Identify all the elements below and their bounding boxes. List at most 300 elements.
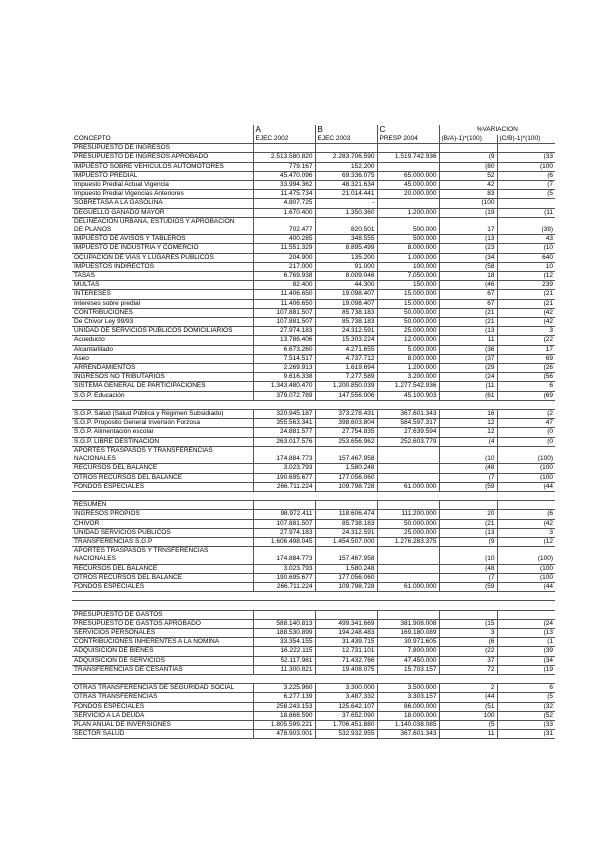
value-presp-2004 bbox=[377, 446, 439, 463]
row-label: S.G.P. LIBRE DESTINACION bbox=[72, 437, 253, 446]
value-var-cb bbox=[497, 400, 555, 409]
value-presp-2004: 1.200.000 bbox=[377, 364, 439, 373]
value-ejec-2002: 33.994.362 bbox=[253, 181, 315, 190]
row-label: DEGUELLO GANADO MAYOR bbox=[72, 208, 253, 217]
value-var-ba: (48 bbox=[439, 464, 497, 473]
row-label: OCUPACION DE VIAS Y LUGARES PUBLICOS bbox=[72, 253, 253, 262]
row-label: DELINEACION URBANA, ESTUDIOS Y APROBACION DE PLANOS bbox=[72, 217, 253, 234]
value-var-cb: 43 bbox=[497, 235, 555, 244]
value-var-cb: (19 bbox=[497, 665, 555, 674]
value-var-ba: 11 bbox=[439, 730, 497, 739]
value-ejec-2002 bbox=[253, 610, 315, 619]
value-presp-2004: 1.276.283.375 bbox=[377, 537, 439, 546]
value-var-ba: 37 bbox=[439, 656, 497, 665]
value-presp-2004: 5.000.000 bbox=[377, 345, 439, 354]
value-ejec-2003: 19.098.407 bbox=[315, 299, 377, 308]
value-ejec-2003 bbox=[315, 400, 377, 409]
value-ejec-2003: 27.754.835 bbox=[315, 428, 377, 437]
row-label: PRESUPUESTO DE INGRESOS APROBADO bbox=[72, 153, 253, 162]
row-label: RECURSOS DEL BALANCE bbox=[72, 564, 253, 573]
row-label: Impuesto Predial Actual Vigencia bbox=[72, 181, 253, 190]
row-label: IMPUESTO SOBRE VEHICULOS AUTOMOTORES bbox=[72, 162, 253, 171]
value-var-ba: 12 bbox=[439, 419, 497, 428]
value-var-ba: 20 bbox=[439, 510, 497, 519]
value-ejec-2002: 355.563.341 bbox=[253, 419, 315, 428]
row-label bbox=[72, 491, 253, 500]
value-var-ba: (19 bbox=[439, 208, 497, 217]
value-var-ba bbox=[439, 674, 497, 683]
row-label: S.G.P. Salud (Salud Pública y Régimen Subsidiado) bbox=[72, 410, 253, 419]
value-ejec-2003: 85.738.183 bbox=[315, 308, 377, 317]
value-ejec-2003: 118.606.474 bbox=[315, 510, 377, 519]
value-presp-2004: 381.908.008 bbox=[377, 619, 439, 628]
value-ejec-2003: 2.283.706.590 bbox=[315, 153, 377, 162]
value-ejec-2002: 16.222.115 bbox=[253, 647, 315, 656]
value-presp-2004: 50.000.000 bbox=[377, 519, 439, 528]
table-row bbox=[72, 482, 555, 491]
table-row bbox=[72, 619, 555, 628]
value-ejec-2002: 27.974.183 bbox=[253, 327, 315, 336]
letter-c: C bbox=[377, 125, 439, 135]
value-ejec-2003: 109.798.728 bbox=[315, 482, 377, 491]
value-ejec-2003: 24.312.591 bbox=[315, 327, 377, 336]
value-var-cb: (100 bbox=[497, 162, 555, 171]
row-label: ARRENDAMIENTOS bbox=[72, 364, 253, 373]
value-var-ba: 16 bbox=[439, 410, 497, 419]
table-row bbox=[72, 345, 555, 354]
value-var-ba: (24 bbox=[439, 373, 497, 382]
value-var-ba: (23 bbox=[439, 244, 497, 253]
row-label: PRESUPUESTO DE GASTOS APROBADO bbox=[72, 619, 253, 628]
value-presp-2004: 367.601.343 bbox=[377, 730, 439, 739]
value-var-cb: (100 bbox=[497, 464, 555, 473]
value-var-cb: (24 bbox=[497, 619, 555, 628]
table-row bbox=[72, 162, 555, 171]
value-var-cb: (42 bbox=[497, 318, 555, 327]
value-presp-2004 bbox=[377, 601, 439, 610]
value-var-ba: 67 bbox=[439, 299, 497, 308]
value-var-cb: (33 bbox=[497, 153, 555, 162]
row-label: Intereses sobre predial bbox=[72, 299, 253, 308]
table-row bbox=[72, 473, 555, 482]
table-row bbox=[72, 181, 555, 190]
row-label: SERVICIO A LA DEUDA bbox=[72, 711, 253, 720]
row-label: SECTOR SALUD bbox=[72, 730, 253, 739]
value-presp-2004: 150.000 bbox=[377, 281, 439, 290]
table-row bbox=[72, 501, 555, 510]
value-ejec-2003: 7.277.589 bbox=[315, 373, 377, 382]
value-var-ba: (44 bbox=[439, 693, 497, 702]
value-ejec-2002: 11.475.734 bbox=[253, 190, 315, 199]
table-row bbox=[72, 519, 555, 528]
value-presp-2004: 1.140.038.085 bbox=[377, 720, 439, 729]
value-var-cb: (12 bbox=[497, 272, 555, 281]
value-presp-2004: 61.000.000 bbox=[377, 582, 439, 591]
value-var-ba: (10 bbox=[439, 547, 497, 564]
table-row bbox=[72, 391, 555, 400]
value-presp-2004: 8.000.000 bbox=[377, 244, 439, 253]
value-presp-2004 bbox=[377, 473, 439, 482]
value-presp-2004: 500.000 bbox=[377, 235, 439, 244]
value-var-cb: 6 bbox=[497, 684, 555, 693]
row-label: OTROS RECURSOS DEL BALANCE bbox=[72, 573, 253, 582]
table-row bbox=[72, 208, 555, 217]
value-ejec-2002: 27.974.183 bbox=[253, 528, 315, 537]
row-label: OTROS RECURSOS DEL BALANCE bbox=[72, 473, 253, 482]
value-ejec-2003: 177.056.060 bbox=[315, 473, 377, 482]
table-row bbox=[72, 199, 555, 208]
table-row bbox=[72, 400, 555, 409]
value-ejec-2003: 194.248.483 bbox=[315, 628, 377, 637]
table-body bbox=[72, 144, 555, 739]
value-ejec-2002: 263.017.576 bbox=[253, 437, 315, 446]
value-ejec-2002: 1.805.599.221 bbox=[253, 720, 315, 729]
variation-header: %VARIACION bbox=[439, 125, 555, 135]
value-ejec-2003: 253.656.962 bbox=[315, 437, 377, 446]
table-row bbox=[72, 171, 555, 180]
row-label: IMPUESTO DE AVISOS Y TABLEROS bbox=[72, 235, 253, 244]
table-row bbox=[72, 290, 555, 299]
table-row bbox=[72, 437, 555, 446]
table-row bbox=[72, 528, 555, 537]
value-ejec-2002: 82.400 bbox=[253, 281, 315, 290]
table-row bbox=[72, 720, 555, 729]
value-ejec-2003: 37.652.090 bbox=[315, 711, 377, 720]
row-label: S.G.P. Proposito General Inversión Forzosa bbox=[72, 419, 253, 428]
row-label: Impuesto Predial Vigencias Anteriores bbox=[72, 190, 253, 199]
value-presp-2004: 367.601.343 bbox=[377, 410, 439, 419]
value-ejec-2002: 190.695.677 bbox=[253, 473, 315, 482]
value-presp-2004: 500.000 bbox=[377, 217, 439, 234]
value-ejec-2003: 373.278.431 bbox=[315, 410, 377, 419]
value-presp-2004 bbox=[377, 674, 439, 683]
value-var-cb: (100 bbox=[497, 473, 555, 482]
row-label: FONDOS ESPECIALES bbox=[72, 582, 253, 591]
header-ejec-2002: EJEC 2002 bbox=[253, 135, 315, 144]
row-label: INTERESES bbox=[72, 290, 253, 299]
table-row bbox=[72, 190, 555, 199]
value-presp-2004: 65.000.000 bbox=[377, 171, 439, 180]
value-ejec-2002: 1.343.480.470 bbox=[253, 382, 315, 391]
value-var-ba: (36 bbox=[439, 345, 497, 354]
value-var-cb: (100 bbox=[497, 573, 555, 582]
table-row bbox=[72, 308, 555, 317]
value-var-cb: (5 bbox=[497, 190, 555, 199]
table-row bbox=[72, 318, 555, 327]
value-ejec-2002: 188.530.899 bbox=[253, 628, 315, 637]
value-ejec-2003: 1.200.850.039 bbox=[315, 382, 377, 391]
value-presp-2004 bbox=[377, 464, 439, 473]
row-label: Alcantarillado bbox=[72, 345, 253, 354]
value-var-ba: 17 bbox=[439, 217, 497, 234]
value-presp-2004: 8.000.000 bbox=[377, 354, 439, 363]
value-presp-2004: 584.597.317 bbox=[377, 419, 439, 428]
value-ejec-2002: 174.884.773 bbox=[253, 547, 315, 564]
table-row bbox=[72, 244, 555, 253]
value-var-cb: (100 bbox=[497, 564, 555, 573]
table-row bbox=[72, 153, 555, 162]
letter-blank bbox=[72, 125, 253, 135]
row-label: APORTES TRASPASOS Y TRNSFERENCIAS NACIONALES bbox=[72, 547, 253, 564]
value-var-ba: 67 bbox=[439, 290, 497, 299]
value-presp-2004 bbox=[377, 144, 439, 153]
row-label bbox=[72, 592, 253, 601]
value-ejec-2003: 4.271.655 bbox=[315, 345, 377, 354]
value-var-cb bbox=[497, 501, 555, 510]
value-ejec-2002: 266.711.224 bbox=[253, 482, 315, 491]
value-var-ba: (61 bbox=[439, 391, 497, 400]
value-ejec-2003: 85.738.183 bbox=[315, 318, 377, 327]
value-var-cb: 69 bbox=[497, 354, 555, 363]
value-var-cb: (44 bbox=[497, 582, 555, 591]
value-ejec-2003: 8.009.046 bbox=[315, 272, 377, 281]
value-var-cb: (0 bbox=[497, 428, 555, 437]
letter-b: B bbox=[315, 125, 377, 135]
value-presp-2004 bbox=[377, 547, 439, 564]
value-var-ba: (9 bbox=[439, 537, 497, 546]
value-ejec-2002 bbox=[253, 501, 315, 510]
value-var-ba: 2 bbox=[439, 684, 497, 693]
table-row bbox=[72, 711, 555, 720]
value-var-cb: (6 bbox=[497, 171, 555, 180]
row-label: PRESUPUESTO DE INGRESOS bbox=[72, 144, 253, 153]
value-var-cb: (42 bbox=[497, 308, 555, 317]
value-ejec-2003: 19.098.407 bbox=[315, 290, 377, 299]
row-label: CHIVOR bbox=[72, 519, 253, 528]
table-row bbox=[72, 573, 555, 582]
row-label: TRANSFERENCIAS DE CESANTIAS bbox=[72, 665, 253, 674]
value-var-cb: (39) bbox=[497, 217, 555, 234]
row-label: CONTRIBUCIONES INHERENTES A LA NOMINA bbox=[72, 638, 253, 647]
value-ejec-2003: 177.056.060 bbox=[315, 573, 377, 582]
value-var-ba: 11 bbox=[439, 336, 497, 345]
value-var-cb: (52 bbox=[497, 711, 555, 720]
value-presp-2004: 7.050.000 bbox=[377, 272, 439, 281]
value-presp-2004: 86.000.000 bbox=[377, 702, 439, 711]
row-label: IMPUESTO DE INDUSTRIA Y COMERCIO bbox=[72, 244, 253, 253]
value-ejec-2002: 11.406.650 bbox=[253, 299, 315, 308]
value-ejec-2003: 24.312.591 bbox=[315, 528, 377, 537]
row-label: RESUMEN bbox=[72, 501, 253, 510]
value-var-ba bbox=[439, 610, 497, 619]
value-var-cb: (1 bbox=[497, 638, 555, 647]
value-var-cb: 10 bbox=[497, 262, 555, 271]
table-row bbox=[72, 446, 555, 463]
table-row bbox=[72, 464, 555, 473]
value-var-ba: (7 bbox=[439, 473, 497, 482]
value-presp-2004 bbox=[377, 199, 439, 208]
table-row bbox=[72, 144, 555, 153]
value-var-cb: (44 bbox=[497, 482, 555, 491]
value-presp-2004: 3.500.000 bbox=[377, 684, 439, 693]
value-ejec-2003 bbox=[315, 601, 377, 610]
value-var-ba: (58 bbox=[439, 262, 497, 271]
header-concepto: CONCEPTO bbox=[72, 135, 253, 144]
value-presp-2004 bbox=[377, 501, 439, 510]
value-presp-2004: 3.303.157 bbox=[377, 693, 439, 702]
value-ejec-2002: 779.167 bbox=[253, 162, 315, 171]
value-presp-2004: 15.000.000 bbox=[377, 299, 439, 308]
row-label: INGRESOS NO TRIBUTARIOS bbox=[72, 373, 253, 382]
row-label: SOBRETASA A LA GASOLINA bbox=[72, 199, 253, 208]
value-var-ba: 18 bbox=[439, 272, 497, 281]
table-row bbox=[72, 693, 555, 702]
value-var-ba: 3 bbox=[439, 628, 497, 637]
value-ejec-2002: 7.514.517 bbox=[253, 354, 315, 363]
row-label: ADQUISICION DE BIENES bbox=[72, 647, 253, 656]
value-var-cb: 17 bbox=[497, 345, 555, 354]
value-var-cb: (6 bbox=[497, 510, 555, 519]
row-label: S.G.P. Alimentación escolar bbox=[72, 428, 253, 437]
value-presp-2004 bbox=[377, 592, 439, 601]
table-row bbox=[72, 299, 555, 308]
value-var-ba bbox=[439, 491, 497, 500]
value-presp-2004: 45.100.903 bbox=[377, 391, 439, 400]
table-row bbox=[72, 428, 555, 437]
table-row bbox=[72, 262, 555, 271]
budget-spreadsheet bbox=[72, 125, 555, 739]
value-ejec-2002: 190.695.677 bbox=[253, 573, 315, 582]
value-var-ba: (13 bbox=[439, 528, 497, 537]
header-var-ba: (B/A)-1)*(100) bbox=[439, 135, 497, 144]
column-header-row bbox=[72, 135, 555, 144]
value-presp-2004: 252.603.779 bbox=[377, 437, 439, 446]
value-ejec-2003: 147.556.006 bbox=[315, 391, 377, 400]
table-row bbox=[72, 628, 555, 637]
value-ejec-2002: 52.117.981 bbox=[253, 656, 315, 665]
value-var-ba: 72 bbox=[439, 665, 497, 674]
value-ejec-2002: 3.225.960 bbox=[253, 684, 315, 693]
value-presp-2004: 25.000.000 bbox=[377, 528, 439, 537]
value-var-cb: (5 bbox=[497, 693, 555, 702]
row-label: OTRAS TRANSFERENCIAS DE SEGURIDAD SOCIAL bbox=[72, 684, 253, 693]
table-row bbox=[72, 582, 555, 591]
value-var-cb: (33 bbox=[497, 720, 555, 729]
value-ejec-2002: 6.769.938 bbox=[253, 272, 315, 281]
table-row bbox=[72, 364, 555, 373]
value-ejec-2002 bbox=[253, 674, 315, 683]
row-label: CONTRIBUCIONES bbox=[72, 308, 253, 317]
row-label: APORTES TRASPASOS Y TRANSFERENCIAS NACIONALES bbox=[72, 446, 253, 463]
value-presp-2004: 45.000.000 bbox=[377, 181, 439, 190]
value-var-cb: (69 bbox=[497, 391, 555, 400]
value-var-ba: (59 bbox=[439, 482, 497, 491]
row-label: UNIDAD SERVICIOS PUBLICOS bbox=[72, 528, 253, 537]
row-label bbox=[72, 400, 253, 409]
value-var-cb: 3 bbox=[497, 327, 555, 336]
value-var-ba bbox=[439, 592, 497, 601]
row-label: SERVICIOS PERSONALES bbox=[72, 628, 253, 637]
value-var-cb: 239 bbox=[497, 281, 555, 290]
table-row bbox=[72, 354, 555, 363]
value-var-ba: (4 bbox=[439, 437, 497, 446]
value-ejec-2003 bbox=[315, 144, 377, 153]
value-ejec-2002: 174.884.773 bbox=[253, 446, 315, 463]
value-ejec-2002: 98.972.411 bbox=[253, 510, 315, 519]
row-label: IMPUESTO PREDIAL bbox=[72, 171, 253, 180]
value-ejec-2003: 15.303.224 bbox=[315, 336, 377, 345]
value-presp-2004: 3.200.000 bbox=[377, 373, 439, 382]
value-var-ba: (13 bbox=[439, 327, 497, 336]
value-var-cb: (42 bbox=[497, 519, 555, 528]
value-var-ba: 52 bbox=[439, 171, 497, 180]
value-presp-2004: 27.639.594 bbox=[377, 428, 439, 437]
table-row bbox=[72, 336, 555, 345]
value-presp-2004 bbox=[377, 610, 439, 619]
value-var-cb bbox=[497, 601, 555, 610]
value-ejec-2002: 258.243.153 bbox=[253, 702, 315, 711]
value-ejec-2002: 33.354.155 bbox=[253, 638, 315, 647]
row-label bbox=[72, 601, 253, 610]
value-var-ba: 100 bbox=[439, 711, 497, 720]
value-ejec-2002: 6.673.260 bbox=[253, 345, 315, 354]
value-ejec-2002: 320.945.187 bbox=[253, 410, 315, 419]
table-row bbox=[72, 537, 555, 546]
value-var-ba: (29 bbox=[439, 364, 497, 373]
row-label bbox=[72, 674, 253, 683]
value-ejec-2002: 1.670.400 bbox=[253, 208, 315, 217]
value-ejec-2002: 6.277.139 bbox=[253, 693, 315, 702]
value-presp-2004: 1.277.542.936 bbox=[377, 382, 439, 391]
header-ejec-2003: EJEC 2003 bbox=[315, 135, 377, 144]
value-var-ba: (34 bbox=[439, 253, 497, 262]
value-ejec-2002: 400.285 bbox=[253, 235, 315, 244]
value-ejec-2002: 11.300.821 bbox=[253, 665, 315, 674]
budget-table bbox=[72, 125, 555, 739]
value-ejec-2003: 19.408.075 bbox=[315, 665, 377, 674]
table-row bbox=[72, 235, 555, 244]
value-ejec-2002: 107.881.507 bbox=[253, 308, 315, 317]
value-ejec-2003 bbox=[315, 674, 377, 683]
value-var-cb: (0 bbox=[497, 437, 555, 446]
value-var-cb: (26 bbox=[497, 364, 555, 373]
value-ejec-2002 bbox=[253, 601, 315, 610]
value-ejec-2003: 8.895.499 bbox=[315, 244, 377, 253]
value-ejec-2002: 2.513.580.820 bbox=[253, 153, 315, 162]
value-var-ba bbox=[439, 601, 497, 610]
value-var-cb bbox=[497, 610, 555, 619]
row-label: INGRESOS PROPIOS bbox=[72, 510, 253, 519]
value-ejec-2003: 12.731.101 bbox=[315, 647, 377, 656]
value-ejec-2002: 217.000 bbox=[253, 262, 315, 271]
value-ejec-2003: 1.619.694 bbox=[315, 364, 377, 373]
row-label: IMPUESTOS INDIRECTOS bbox=[72, 262, 253, 271]
value-var-cb: 47 bbox=[497, 419, 555, 428]
value-var-cb: (21 bbox=[497, 290, 555, 299]
value-ejec-2002: 107.881.507 bbox=[253, 519, 315, 528]
value-ejec-2003: 157.467.958 bbox=[315, 446, 377, 463]
value-ejec-2003: 85.738.183 bbox=[315, 519, 377, 528]
table-row bbox=[72, 564, 555, 573]
value-var-cb: (100) bbox=[497, 446, 555, 463]
table-row bbox=[72, 638, 555, 647]
value-var-cb: 3 bbox=[497, 528, 555, 537]
value-ejec-2002: 4.807.725 bbox=[253, 199, 315, 208]
value-var-cb: 6 bbox=[497, 382, 555, 391]
value-var-ba: 83 bbox=[439, 190, 497, 199]
value-ejec-2002: 379.072.789 bbox=[253, 391, 315, 400]
row-label: Aseo bbox=[72, 354, 253, 363]
table-row bbox=[72, 510, 555, 519]
value-var-ba: (21 bbox=[439, 318, 497, 327]
table-row bbox=[72, 610, 555, 619]
row-label: UNIDAD DE SERVICIOS PUBLICOS DOMICILIARIOS bbox=[72, 327, 253, 336]
row-label: OTRAS TRANSFERENCIAS bbox=[72, 693, 253, 702]
value-var-cb: (32 bbox=[497, 702, 555, 711]
value-ejec-2003: 157.467.958 bbox=[315, 547, 377, 564]
value-presp-2004: 1.519.742.936 bbox=[377, 153, 439, 162]
value-ejec-2003: 1.706.451.880 bbox=[315, 720, 377, 729]
